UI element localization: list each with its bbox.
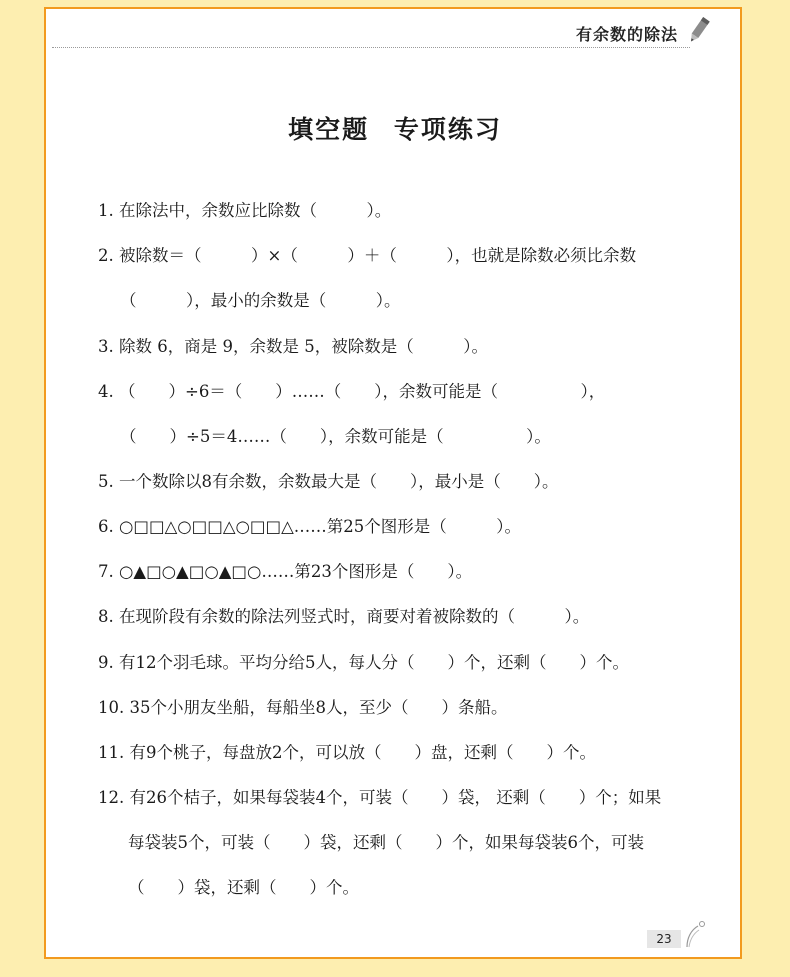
question-4: 4. （ ）÷6＝（ ）……（ ），余数可能是（ ）， (98, 382, 606, 401)
question-4-cont: （ ）÷5＝4……（ ），余数可能是（ ）。 (120, 427, 551, 446)
question-1: 1. 在除法中，余数应比除数（ ）。 (98, 201, 392, 220)
question-2-cont: （ ），最小的余数是（ ）。 (120, 291, 401, 310)
question-12-cont2: （ ）袋，还剩（ ）个。 (128, 878, 359, 897)
question-2: 2. 被除数＝（ ）×（ ）＋（ ），也就是除数必须比余数 (98, 246, 637, 265)
question-10: 10. 35个小朋友坐船，每船坐8人，至少（ ）条船。 (98, 698, 508, 717)
question-5: 5. 一个数除以8有余数，余数最大是（ ），最小是（ ）。 (98, 472, 559, 491)
question-12-cont: 每袋装5个，可装（ ）袋，还剩（ ）个，如果每袋装6个，可装 (128, 833, 644, 852)
question-8: 8. 在现阶段有余数的除法列竖式时，商要对着被除数的（ ）。 (98, 607, 590, 626)
question-6: 6. ○□□△○□□△○□□△……第25个图形是（ ）。 (98, 517, 522, 536)
question-11: 11. 有9个桃子，每盘放2个，可以放（ ）盘，还剩（ ）个。 (98, 743, 596, 762)
question-3: 3. 除数 6，商是 9，余数是 5，被除数是（ ）。 (98, 337, 488, 356)
page-header (52, 18, 712, 48)
question-12: 12. 有26个桔子，如果每袋装4个，可装（ ）袋， 还剩（ ）个；如果 (98, 788, 662, 807)
page-title: 填空题 专项练习 (288, 115, 502, 144)
page-number: 23 (647, 930, 681, 948)
header-dotted-rule (52, 47, 690, 48)
pencil-icon (686, 15, 712, 49)
chapter-title: 有余数的除法 (575, 25, 678, 44)
question-9: 9. 有12个羽毛球。平均分给5人，每人分（ ）个，还剩（ ）个。 (98, 653, 629, 672)
swirl-decoration-icon (683, 920, 707, 952)
question-7: 7. ○▲□○▲□○▲□○……第23个图形是（ ）。 (98, 562, 473, 581)
